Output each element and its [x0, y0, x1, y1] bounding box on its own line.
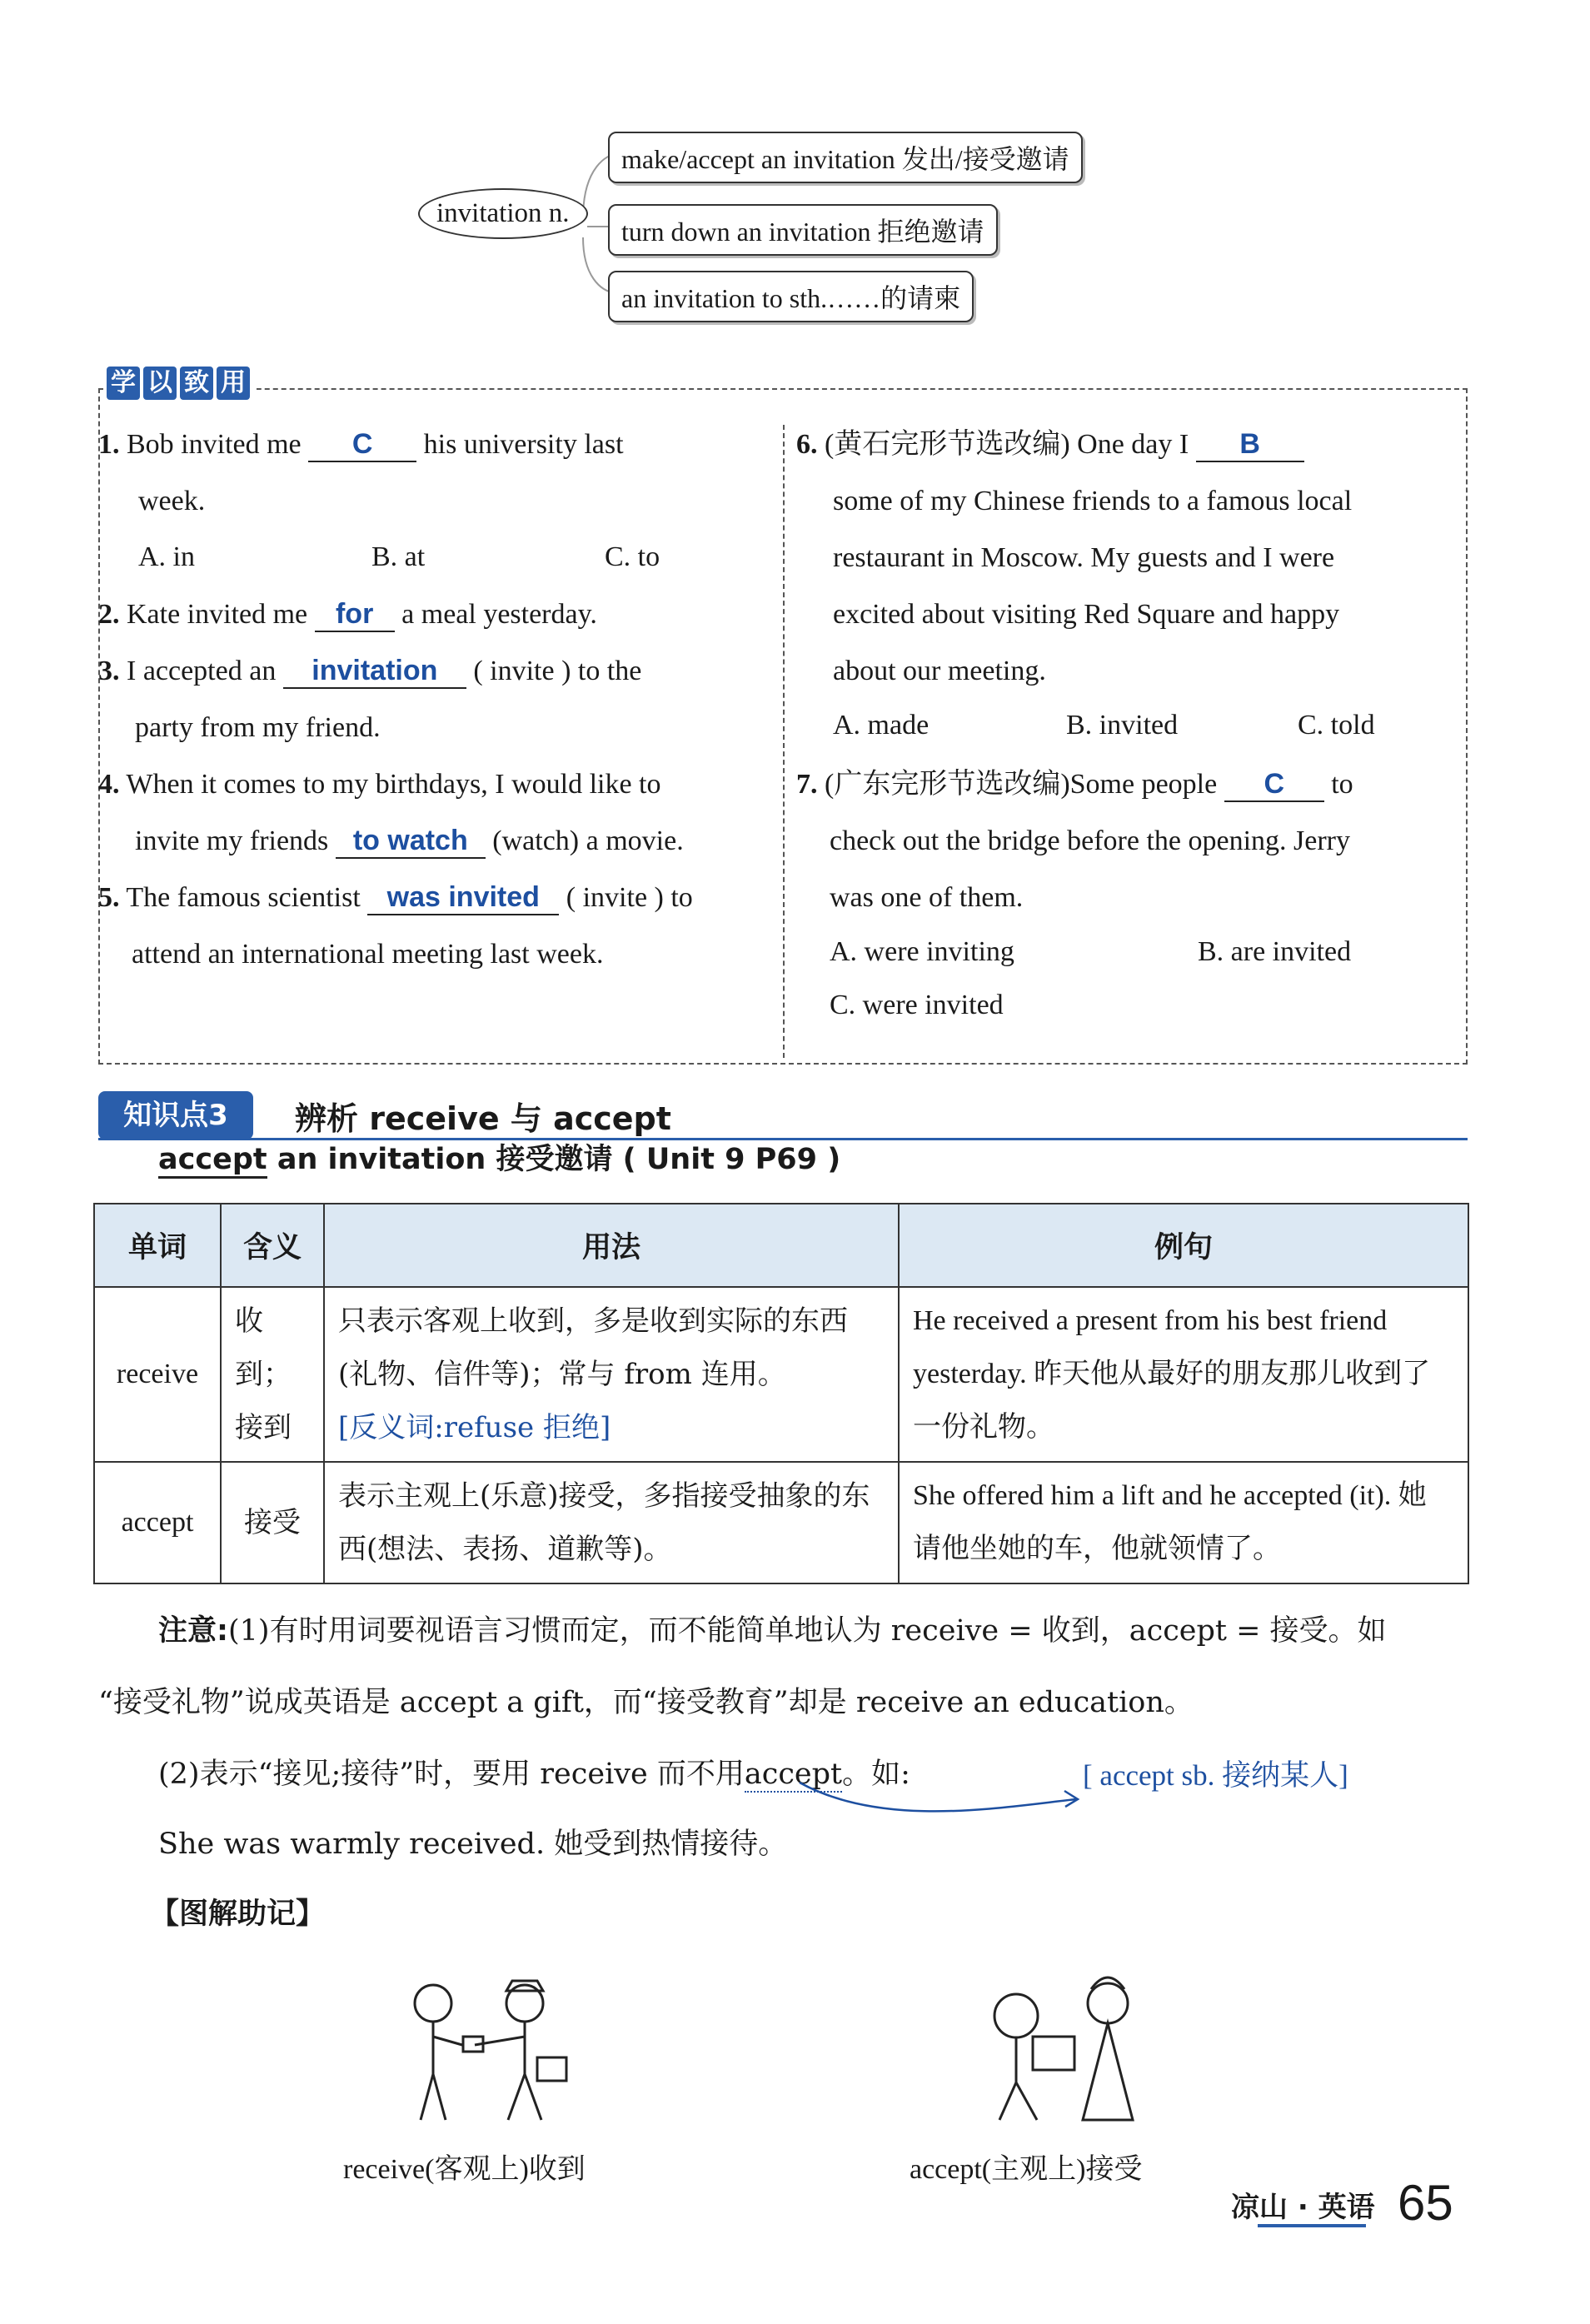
- answer-blank[interactable]: B: [1196, 427, 1304, 462]
- book-label: 凉山 · 英语: [1231, 2191, 1375, 2224]
- question-6-line: excited about visiting Red Square and happy: [833, 599, 1340, 630]
- option: B. are invited: [1198, 936, 1352, 967]
- section-source: accept an invitation 接受邀请 ( Unit 9 P69 ): [158, 1136, 840, 1178]
- question-7: 7. (广东完形节选改编)Some people C to: [796, 756, 1353, 813]
- answer-blank[interactable]: for: [315, 597, 395, 632]
- mindmap-branch: make/accept an invitation 发出/接受邀请: [608, 132, 1083, 183]
- antonym-note: [反义词:refuse 拒绝]: [338, 1411, 611, 1444]
- question-5: 5. The famous scientist was invited ( invite ) to: [98, 870, 693, 926]
- word-cell: accept: [94, 1462, 221, 1583]
- word-cell: receive: [94, 1287, 221, 1462]
- answer-blank[interactable]: invitation: [283, 654, 466, 689]
- question-6-line: about our meeting.: [833, 656, 1046, 686]
- note-1a: 注意:(1)有时用词要视语言习惯而定，而不能简单地认为 receive = 收到，accept = 接受。如: [158, 1614, 1387, 1648]
- column-divider: [783, 425, 785, 1058]
- note-arrow: [0, 1749, 1590, 1816]
- mindmap-branch: turn down an invitation 拒绝邀请: [608, 204, 998, 256]
- footer-underline: [1258, 2224, 1366, 2227]
- question-4-cont: invite my friends to watch (watch) a movie.: [135, 813, 684, 870]
- note-1b: “接受礼物”说成英语是 accept a gift，而“接受教育”却是 receive an education。: [98, 1686, 1194, 1719]
- question-6-line: some of my Chinese friends to a famous local: [833, 486, 1353, 516]
- usage-cell: 只表示客观上收到，多是收到实际的东西(礼物、信件等)；常与 from 连用。 [反义词:refuse 拒绝]: [324, 1287, 899, 1462]
- practice-badge: 学 以 致 用: [103, 367, 257, 400]
- note-2: (2)表示“接见;接待”时，要用 receive 而不用accept。如:: [158, 1758, 910, 1791]
- question-5-cont: attend an international meeting last week.: [132, 939, 604, 970]
- question-6: 6. (黄石完形节选改编) One day I B: [796, 416, 1304, 473]
- page-number: 65: [1398, 2175, 1453, 2231]
- note-2-annotation: [ accept sb. 接纳某人]: [1083, 1759, 1348, 1792]
- question-1-cont: week.: [138, 486, 206, 516]
- memo-heading: 【图解助记】: [150, 1898, 326, 1931]
- question-3: 3. I accepted an invitation ( invite ) to the: [98, 643, 641, 700]
- meaning-cell: 接受: [221, 1462, 324, 1583]
- knowledge-point-tag: 知识点3: [98, 1091, 253, 1140]
- option: C. were invited: [830, 990, 1004, 1020]
- usage-cell: 表示主观上(乐意)接受，多指接受抽象的东西(想法、表扬、道歉等)。: [324, 1462, 899, 1583]
- option: A. made: [833, 710, 930, 741]
- table-header: 单词: [94, 1204, 221, 1287]
- option: C. told: [1298, 710, 1375, 741]
- option: B. invited: [1066, 710, 1179, 741]
- answer-blank[interactable]: to watch: [336, 824, 486, 859]
- example-cell: She offered him a lift and he accepted (it). 她请他坐她的车，他就领情了。: [899, 1462, 1468, 1583]
- table-row: [94, 1462, 1468, 1583]
- option: C. to: [605, 541, 660, 572]
- answer-blank[interactable]: C: [308, 427, 416, 462]
- caption-accept: accept(主观上)接受: [910, 2154, 1143, 2185]
- answer-blank[interactable]: was invited: [367, 880, 559, 915]
- question-7-line: check out the bridge before the opening. Jerry: [830, 825, 1350, 856]
- section-title: 辨析 receive 与 accept: [295, 1100, 671, 1137]
- receive-illustration: [391, 1966, 591, 2132]
- option: A. in: [138, 541, 195, 572]
- option: A. were inviting: [830, 936, 1014, 967]
- meaning-cell: 收到；接到: [221, 1287, 324, 1462]
- question-7-line: was one of them.: [830, 882, 1024, 913]
- table-row: [94, 1287, 1468, 1462]
- comparison-table: [93, 1203, 1469, 1584]
- answer-blank[interactable]: C: [1224, 767, 1324, 802]
- table-header: 用法: [324, 1204, 899, 1287]
- mindmap-center: invitation n.: [418, 188, 588, 239]
- question-4: 4. When it comes to my birthdays, I would like to: [98, 769, 661, 800]
- note-3: She was warmly received. 她受到热情接待。: [158, 1828, 788, 1861]
- accept-illustration: [966, 1966, 1166, 2132]
- example-cell: He received a present from his best friend yesterday. 昨天他从最好的朋友那儿收到了一份礼物。: [899, 1287, 1468, 1462]
- option: B. at: [371, 541, 426, 572]
- question-6-line: restaurant in Moscow. My guests and I were: [833, 542, 1335, 573]
- table-header: 例句: [899, 1204, 1468, 1287]
- caption-receive: receive(客观上)收到: [343, 2154, 586, 2185]
- question-3-cont: party from my friend.: [135, 712, 381, 743]
- question-1: 1. Bob invited me C his university last: [98, 416, 624, 473]
- table-header: 含义: [221, 1204, 324, 1287]
- question-2: 2. Kate invited me for a meal yesterday.: [98, 586, 597, 643]
- mindmap-branch: an invitation to sth.……的请柬: [608, 271, 974, 322]
